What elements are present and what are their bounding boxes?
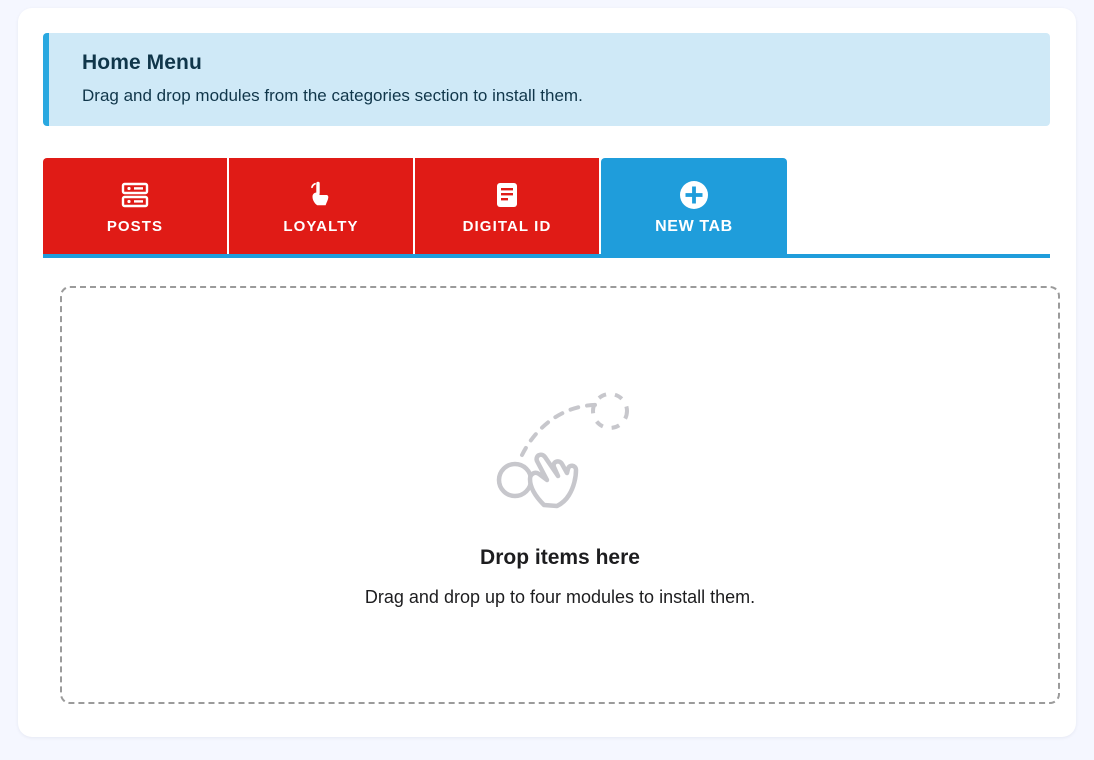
dropzone-title: Drop items here [480,545,640,569]
tab-label: POSTS [106,217,164,235]
server-rack-icon [120,178,150,212]
module-dropzone[interactable] [60,286,1060,704]
tap-hand-icon [306,178,336,212]
plus-circle-icon [678,178,710,212]
home-menu-panel [18,8,1076,737]
tab-loyalty[interactable] [229,158,415,254]
drag-drop-hand-icon [490,383,630,528]
banner-subtitle: Drag and drop modules from the categories section to install them. [82,86,583,105]
dropzone-subtitle: Drag and drop up to four modules to install them. [364,586,756,607]
tab-bar [43,154,1050,258]
tab-label: NEW TAB [655,217,733,235]
tab-label: LOYALTY [283,217,359,235]
info-banner [43,33,1050,126]
tab-posts[interactable] [43,158,229,254]
tab-digital-id[interactable] [415,158,601,254]
page-title: Home Menu [82,51,202,74]
tab-new-tab[interactable] [601,158,787,254]
document-lines-icon [495,178,519,212]
tab-label: DIGITAL ID [462,217,552,235]
